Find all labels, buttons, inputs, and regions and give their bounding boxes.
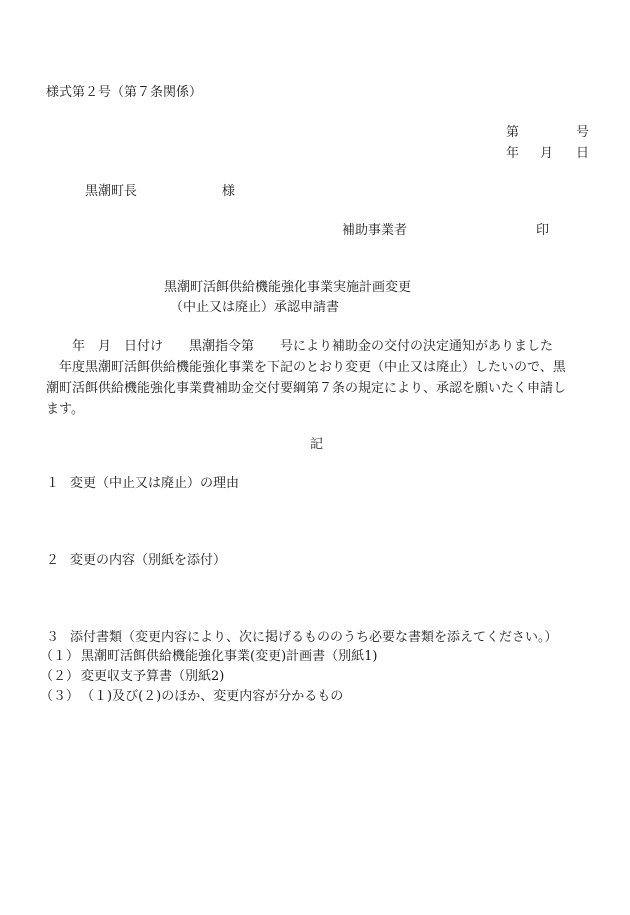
- document-title-line2: （中止又は廃止）承認申請書: [170, 300, 340, 315]
- addressee-honorific: 様: [222, 184, 236, 199]
- doc-number-go: 号: [576, 125, 590, 140]
- ki-heading: 記: [310, 437, 324, 452]
- item-number: １: [46, 476, 60, 491]
- attachment-3: [40, 687, 343, 707]
- body-line-3: 潮町活餌供給機能強化事業費補助金交付要綱第７条の規定により、承認を願いたく申請し: [46, 381, 567, 396]
- body-line-1: 年 月 日付け 黒潮指令第 号により補助金の交付の決定通知がありました: [72, 339, 554, 354]
- doc-number-dai: 第: [506, 125, 520, 140]
- attachment-number: （２）: [40, 669, 80, 684]
- document-title-line1: 黒潮町活餌供給機能強化事業実施計画変更: [164, 280, 412, 295]
- body-line-2: 年度黒潮町活餌供給機能強化事業を下記のとおり変更（中止又は廃止）したいので、黒: [59, 360, 566, 375]
- attachment-text: 変更収支予算書（別紙2): [81, 669, 225, 684]
- item-number: ２: [46, 553, 60, 568]
- body-line-4: ます。: [46, 402, 84, 417]
- attachment-2: [40, 667, 224, 687]
- item-1: [46, 474, 239, 494]
- attachment-number: （１）: [40, 649, 80, 664]
- attachment-text: （１)及び(２)のほか、変更内容が分かるもの: [81, 689, 344, 704]
- item-text: 変更（中止又は廃止）の理由: [70, 476, 240, 491]
- date-month: 月: [540, 146, 554, 161]
- date-year: 年: [506, 146, 520, 161]
- addressee-title: 黒潮町長: [85, 184, 138, 199]
- item-number: ３: [46, 630, 60, 645]
- attachment-1: [40, 647, 378, 667]
- item-text: 添付書類（変更内容により、次に掲げるもののうち必要な書類を添えてください。）: [70, 630, 558, 645]
- date-day: 日: [576, 146, 590, 161]
- attachment-number: （３）: [40, 689, 80, 704]
- attachment-text: 黒潮町活餌供給機能強化事業(変更)計画書（別紙1): [81, 649, 378, 664]
- form-number: 様式第２号（第７条関係）: [46, 85, 203, 100]
- body-paragraph: [46, 336, 589, 420]
- applicant-label: 補助事業者: [342, 223, 408, 238]
- item-2: [46, 551, 226, 571]
- item-3: [46, 628, 558, 648]
- item-text: 変更の内容（別紙を添付）: [70, 553, 227, 568]
- seal-mark: 印: [536, 223, 550, 238]
